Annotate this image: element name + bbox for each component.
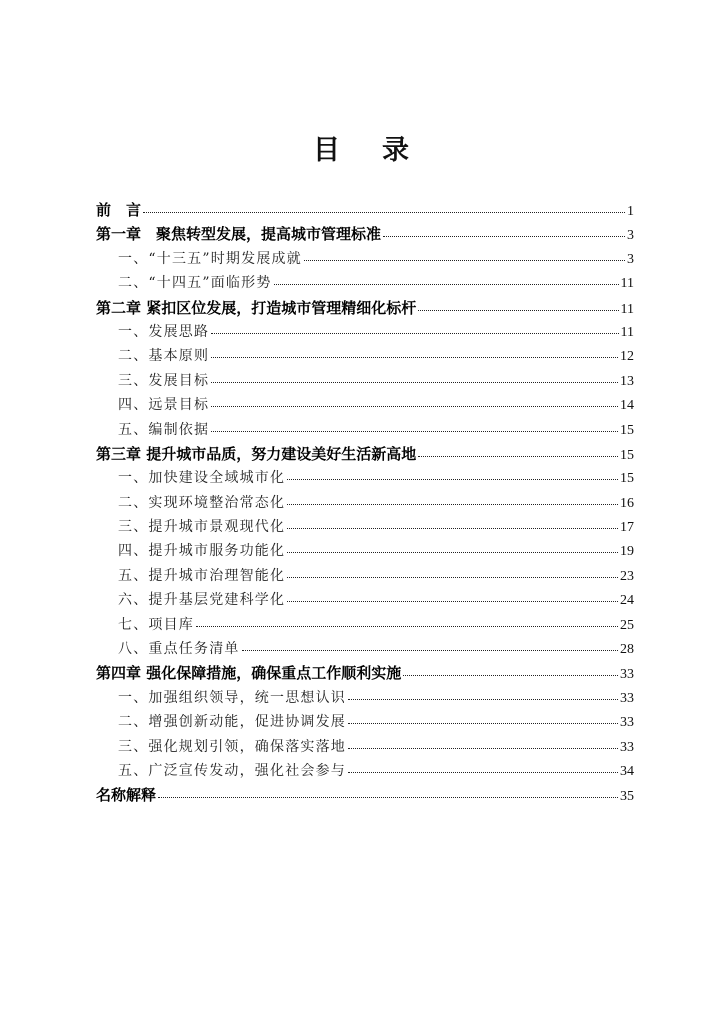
toc-entry-page-number: 34 <box>620 763 634 779</box>
toc-chapter-entry[interactable] <box>96 296 634 320</box>
dot-leader <box>403 675 618 676</box>
toc-entry-page-number: 33 <box>620 715 634 731</box>
toc-chapter-entry[interactable] <box>96 198 634 222</box>
toc-section-entry[interactable] <box>96 613 634 637</box>
toc-entry-page-number: 15 <box>620 422 634 438</box>
toc-entry-label: 一、加强组织领导，统一思想认识 <box>118 689 346 706</box>
toc-entry-label: 名称解释 <box>96 786 157 805</box>
toc-entry-page-number: 12 <box>620 349 634 365</box>
toc-section-entry[interactable] <box>96 271 634 295</box>
toc-entry-label: 一、发展思路 <box>118 323 210 340</box>
toc-entry-page-number: 28 <box>620 642 634 658</box>
toc-entry-label: 二、增强创新动能，促进协调发展 <box>118 714 346 731</box>
toc-section-entry[interactable] <box>96 491 634 515</box>
toc-entry-page-number: 3 <box>627 251 634 267</box>
toc-entry-page-number: 3 <box>627 228 634 244</box>
toc-entry-page-number: 13 <box>620 373 634 389</box>
toc-section-entry[interactable] <box>96 759 634 783</box>
toc-entry-label: 二、实现环境整治常态化 <box>118 494 286 511</box>
dot-leader <box>287 552 618 553</box>
toc-entry-label: 五、提升城市治理智能化 <box>118 567 286 584</box>
toc-section-entry[interactable] <box>96 344 634 368</box>
toc-entry-page-number: 11 <box>620 276 634 292</box>
toc-entry-page-number: 24 <box>620 593 634 609</box>
dot-leader <box>304 260 625 261</box>
dot-leader <box>418 456 618 457</box>
toc-entry-page-number: 25 <box>620 617 634 633</box>
toc-chapter-entry[interactable] <box>96 661 634 685</box>
toc-entry-label: 一、加快建设全域城市化 <box>118 470 286 487</box>
toc-entry-page-number: 19 <box>620 544 634 560</box>
toc-section-entry[interactable] <box>96 320 634 344</box>
toc-section-entry[interactable] <box>96 515 634 539</box>
toc-entry-page-number: 16 <box>620 495 634 511</box>
toc-entry-label: 七、项目库 <box>118 616 194 633</box>
toc-entry-page-number: 11 <box>620 324 634 340</box>
toc-entry-page-number: 33 <box>620 667 634 683</box>
dot-leader <box>211 333 618 334</box>
toc-entry-page-number: 15 <box>620 447 634 463</box>
toc-entry-label: 五、编制依据 <box>118 421 210 438</box>
toc-entry-page-number: 35 <box>620 789 634 805</box>
toc-entry-page-number: 33 <box>620 739 634 755</box>
title-char-2: 录 <box>382 135 411 166</box>
dot-leader <box>211 357 618 358</box>
dot-leader <box>287 601 618 602</box>
toc-entry-page-number: 17 <box>620 520 634 536</box>
toc-section-entry[interactable] <box>96 710 634 734</box>
toc-entry-label: 六、提升基层党建科学化 <box>118 592 286 609</box>
dot-leader <box>274 284 619 285</box>
toc-chapter-entry[interactable] <box>96 442 634 466</box>
toc-section-entry[interactable] <box>96 686 634 710</box>
dot-leader <box>196 626 618 627</box>
toc-section-entry[interactable] <box>96 466 634 490</box>
toc-section-entry[interactable] <box>96 735 634 759</box>
toc-entry-label: 五、广泛宣传发动，强化社会参与 <box>118 762 346 779</box>
toc-entry-label: 八、重点任务清单 <box>118 641 240 658</box>
toc-chapter-entry[interactable] <box>96 783 634 807</box>
dot-leader <box>348 723 618 724</box>
toc-section-entry[interactable] <box>96 564 634 588</box>
toc-section-entry[interactable] <box>96 247 634 271</box>
dot-leader <box>211 406 618 407</box>
dot-leader <box>287 577 618 578</box>
toc-section-entry[interactable] <box>96 637 634 661</box>
toc-entry-page-number: 33 <box>620 690 634 706</box>
toc-section-entry[interactable] <box>96 393 634 417</box>
toc-entry-page-number: 14 <box>620 398 634 414</box>
dot-leader <box>211 382 618 383</box>
toc-section-entry[interactable] <box>96 369 634 393</box>
dot-leader <box>242 650 618 651</box>
toc-section-entry[interactable] <box>96 539 634 563</box>
toc-entry-page-number: 15 <box>620 471 634 487</box>
toc-entry-label: 三、提升城市景观现代化 <box>118 519 286 536</box>
toc-chapter-entry[interactable] <box>96 222 634 246</box>
toc-entry-label: 第四章 强化保障措施，确保重点工作顺利实施 <box>96 664 402 683</box>
dot-leader <box>348 699 618 700</box>
toc-section-entry[interactable] <box>96 418 634 442</box>
toc-entry-page-number: 11 <box>620 301 634 317</box>
toc-entry-page-number: 1 <box>627 204 634 219</box>
dot-leader <box>287 479 618 480</box>
toc-entry-label: 前 言 <box>96 201 142 219</box>
dot-leader <box>287 528 618 529</box>
dot-leader <box>158 797 618 798</box>
toc-section-entry[interactable] <box>96 588 634 612</box>
toc-entry-label: 一、“十三五”时期发展成就 <box>118 250 302 267</box>
toc-entry-label: 第一章 聚焦转型发展，提高城市管理标准 <box>96 225 382 244</box>
dot-leader <box>143 212 625 213</box>
toc-entry-label: 三、强化规划引领，确保落实落地 <box>118 738 346 755</box>
toc-entry-label: 四、提升城市服务功能化 <box>118 543 286 560</box>
table-of-contents <box>96 198 634 808</box>
dot-leader <box>287 504 618 505</box>
dot-leader <box>383 236 625 237</box>
toc-entry-label: 第二章 紧扣区位发展，打造城市管理精细化标杆 <box>96 298 417 317</box>
dot-leader <box>348 772 618 773</box>
dot-leader <box>211 431 618 432</box>
dot-leader <box>348 748 618 749</box>
toc-entry-label: 四、远景目标 <box>118 397 210 414</box>
dot-leader <box>418 310 618 311</box>
title-char-1: 目 <box>313 135 342 166</box>
toc-entry-label: 二、“十四五”面临形势 <box>118 275 272 292</box>
toc-entry-label: 第三章 提升城市品质，努力建设美好生活新高地 <box>96 444 417 463</box>
toc-entry-label: 二、基本原则 <box>118 348 210 365</box>
toc-entry-label: 三、发展目标 <box>118 372 210 389</box>
page-title <box>0 128 724 167</box>
toc-entry-page-number: 23 <box>620 568 634 584</box>
